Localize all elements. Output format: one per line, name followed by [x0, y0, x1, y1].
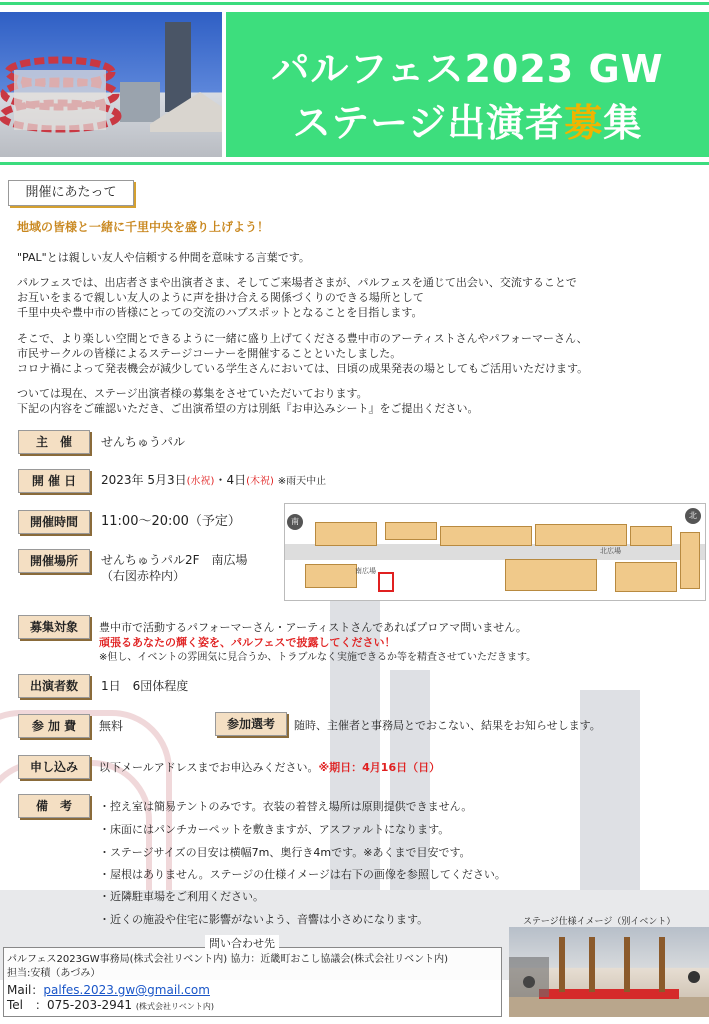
date-value: 2023年 5月3日(水祝)・4日(木祝) ※雨天中止	[101, 473, 327, 487]
stage-image-caption: ステージ仕様イメージ（別イベント）	[523, 917, 676, 927]
target-label: 募集対象	[18, 615, 90, 639]
contact-mail: Mail：palfes.2023.gw@gmail.com	[7, 983, 210, 997]
header-divider	[0, 162, 709, 165]
date-label: 開 催 日	[18, 469, 90, 493]
top-divider	[0, 2, 709, 5]
count-label: 出演者数	[18, 674, 90, 698]
map-south-compass: 南	[287, 514, 303, 530]
note-item: ・控え室は簡易テントのみです。衣装の着替え場所は原則提供できません。	[99, 800, 473, 813]
intro-heading: 開催にあたって	[8, 180, 134, 206]
apply-label: 申し込み	[18, 755, 90, 779]
intro-paragraph-4: ついては現在、ステージ出演者様の募集をさせていただいております。 下記の内容をご確認いただき、ご出演希望の方は別紙『お申込みシート』をご提出ください。	[17, 387, 479, 415]
intro-paragraph-3: そこで、より楽しい空間とできるように一緒に盛り上げてくださる豊中市のアーティストさんやパフォーマーさん、 市民サークルの皆様によるステージコーナーを開催することといたしました。 コロナ禍によって発表機会が減少している学生さんにおいては、日頃の成果発表の場としてもご活用いただけます。	[17, 332, 589, 375]
map-north-compass: 北	[685, 508, 701, 524]
note-item: ・近隣駐車場をご利用ください。	[99, 890, 264, 903]
selection-value: 随時、主催者と事務局とでおこない、結果をお知らせします。	[294, 719, 601, 732]
time-value: 11:00～20:00（予定）	[101, 514, 241, 529]
map-south-plaza: 南広場	[355, 567, 376, 575]
map-north-plaza: 北広場	[600, 547, 621, 555]
stage-image	[509, 927, 709, 1017]
intro-paragraph-1: "PAL"とは親しい友人や信頼する仲間を意味する言葉です。	[17, 251, 310, 264]
note-item: ・近くの施設や住宅に影響がないよう、音響は小さめになります。	[99, 913, 429, 926]
contact-tel: Tel ：075-203-2941 (株式会社リベント内)	[7, 998, 214, 1012]
venue-label: 開催場所	[18, 549, 90, 573]
fee-value: 無料	[99, 719, 124, 733]
count-value: 1日 6団体程度	[101, 679, 189, 693]
organizer-value: せんちゅうパル	[101, 435, 186, 449]
target-value: 豊中市で活動するパフォーマーさん・アーティストさんであればプロアマ問いません。 頑張るあなたの輝く姿を、パルフェスで披露してください！ ※但し、イベントの雰囲気に見合うか、トラブルなく実施できるか等を精査させていただきます。	[99, 621, 537, 663]
header-title-line2: ステージ出演者募集	[292, 101, 643, 145]
note-item: ・ステージサイズの目安は横幅7m、奥行き4mです。※あくまで目安です。	[99, 846, 471, 859]
mail-link[interactable]: palfes.2023.gw@gmail.com	[43, 983, 210, 997]
header-photo	[0, 12, 222, 157]
contact-line1: パルフェス2023GW事務局(株式会社リベント内) 協力：近畿町おこし協議会(株式会社リベント内)	[7, 954, 448, 965]
contact-title: 問い合わせ先	[205, 935, 279, 951]
time-label: 開催時間	[18, 510, 90, 534]
contact-line2: 担当:安積（あづみ）	[7, 968, 101, 979]
fee-label: 参 加 費	[18, 714, 90, 738]
note-item: ・床面にはパンチカーペットを敷きますが、アスファルトになります。	[99, 823, 450, 836]
intro-subtitle: 地域の皆様と一緒に千里中央を盛り上げよう！	[17, 220, 270, 234]
header-title-line1: パルフェス2023 GW	[271, 47, 664, 91]
venue-value: せんちゅうパル2F 南広場 （右図赤枠内）	[101, 553, 248, 583]
map-stage-highlight	[378, 572, 394, 592]
venue-map	[284, 503, 706, 601]
note-item: ・屋根はありません。ステージの仕様イメージは右下の画像を参照してください。	[99, 868, 506, 881]
intro-paragraph-2: パルフェスでは、出店者さまや出演者さま、そしてご来場者さまが、パルフェスを通じて出会い、交流することで お互いをまるで親しい友人のように声を掛け合える関係づくりのできる場所として 千里中央や豊中市の皆様にとっての交流のハブスポットとなることを目指します。	[17, 276, 577, 319]
apply-value: 以下メールアドレスまでお申込みください。※期日：4月16日（日）	[99, 761, 441, 774]
organizer-label: 主 催	[18, 430, 90, 454]
notes-label: 備 考	[18, 794, 90, 818]
header-banner	[226, 12, 709, 157]
selection-label: 参加選考	[215, 712, 287, 736]
